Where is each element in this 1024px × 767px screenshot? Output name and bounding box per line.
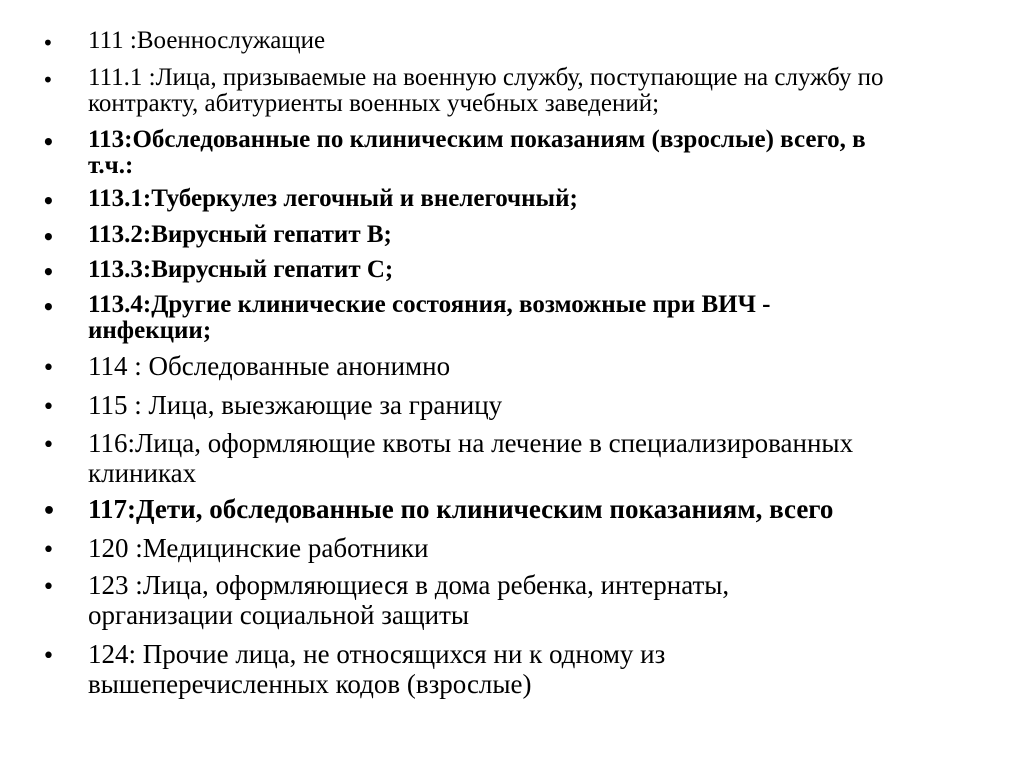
bullet-icon: • (42, 356, 55, 381)
list-item-line: 117:Дети, обследованные по клиническим показаниям, всего (88, 494, 834, 524)
list-item-text (88, 639, 1008, 699)
list-item-line: т.ч.: (88, 152, 134, 179)
bullet-icon: • (42, 499, 57, 524)
list-item-line: 113.3:Вирусный гепатит С; (88, 256, 394, 283)
list-item-line: контракту, абитуриенты военных учебных заведений; (88, 90, 660, 117)
list-item-text (88, 222, 1008, 248)
list-item-text (88, 570, 1008, 630)
bullet-icon: • (42, 68, 54, 92)
bullet-icon: • (42, 644, 55, 669)
list-item-text (88, 257, 1008, 283)
list-item-line: 116:Лица, оформляющие квоты на лечение в специализированных (88, 428, 854, 458)
list-item-line: 123 :Лица, оформляющиеся в дома ребенка, интернаты, (88, 570, 730, 600)
list-item-text (88, 428, 1008, 488)
bullet-icon: • (42, 189, 55, 213)
list-item-text (88, 533, 1008, 563)
list-item-line: 111 :Военнослужащие (88, 27, 326, 54)
list-item-line: 120 :Медицинские работники (88, 533, 429, 563)
list-item-line: 124: Прочие лица, не относящихся ни к одному из (88, 639, 666, 669)
list-item-line: 111.1 :Лица, призываемые на военную службу, поступающие на службу по (88, 64, 884, 91)
bullet-icon: • (42, 31, 54, 55)
bullet-icon: • (42, 575, 55, 600)
list-item-text (88, 186, 1008, 212)
list-item-line: 113.1:Туберкулез легочный и внелегочный; (88, 185, 578, 212)
list-item-text (88, 65, 1008, 117)
list-item-text (88, 390, 1008, 420)
list-item-line: организации социальной защиты (88, 600, 470, 630)
bullet-icon: • (42, 433, 55, 458)
bullet-icon: • (42, 395, 55, 420)
bullet-icon: • (42, 295, 55, 319)
list-item-text (88, 28, 1008, 54)
list-item-text (88, 494, 1008, 524)
list-item-line: 114 : Обследованные анонимно (88, 351, 451, 381)
list-item-text (88, 127, 1008, 179)
list-item-text (88, 292, 1008, 344)
list-item-line: 115 : Лица, выезжающие за границу (88, 390, 503, 420)
list-item-line: инфекции; (88, 317, 212, 344)
bullet-icon: • (42, 225, 55, 249)
list-item-line: вышеперечисленных кодов (взрослые) (88, 669, 532, 699)
list-item-line: 113.2:Вирусный гепатит В; (88, 221, 392, 248)
list-item-line: 113:Обследованные по клиническим показаниям (взрослые) всего, в (88, 126, 866, 153)
list-item-text (88, 351, 1008, 381)
bullet-icon: • (42, 130, 55, 154)
bullet-icon: • (42, 260, 55, 284)
list-item-line: 113.4:Другие клинические состояния, возможные при ВИЧ - (88, 291, 771, 318)
list-item-line: клиниках (88, 458, 197, 488)
bullet-icon: • (42, 538, 55, 563)
